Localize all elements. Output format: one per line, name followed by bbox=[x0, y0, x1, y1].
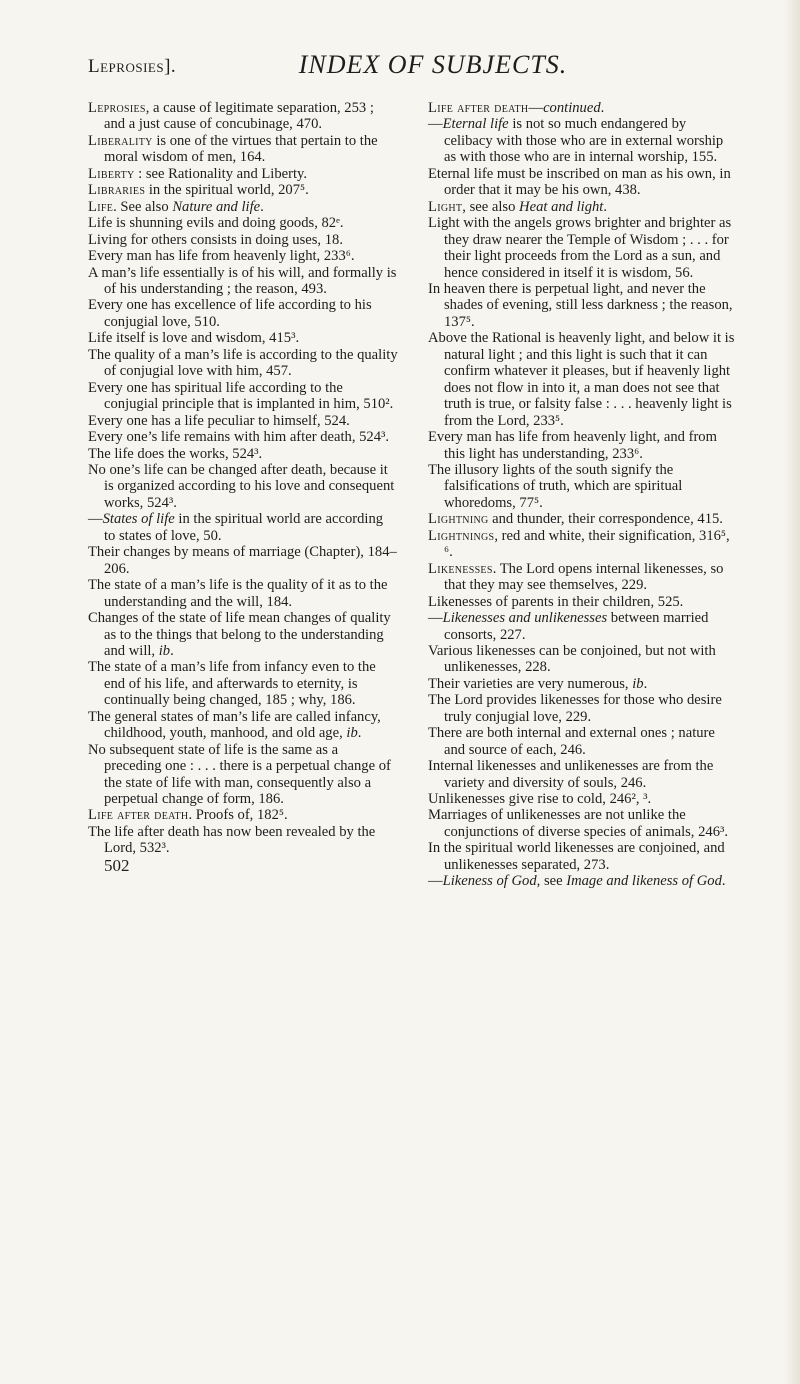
index-entry bbox=[428, 281, 738, 330]
entry-text: Unlikenesses give rise to cold, 246², ³. bbox=[428, 791, 652, 808]
entry-text: is not so much endangered by celibacy with those who are in external worship as with those who are in internal worship, 155. bbox=[444, 116, 724, 166]
index-entry-heading bbox=[88, 133, 398, 166]
index-entry bbox=[428, 462, 738, 511]
entry-text: Every one has a life peculiar to himself, 524. bbox=[88, 412, 350, 429]
entry-text: The life after death has now been revealed by the Lord, 532³. bbox=[88, 823, 376, 857]
index-entry bbox=[88, 446, 398, 462]
entry-text: Light with the angels grows brighter and brighter as they draw nearer the Temple of Wisdom ; . . . for their light proceeds from the Lord as a sun, and hence considered in itself it is wisdom, 56. bbox=[428, 215, 732, 281]
entry-italic: Likeness of God bbox=[442, 873, 537, 890]
index-entry bbox=[88, 742, 398, 808]
running-head-section: Leprosies]. bbox=[88, 56, 177, 77]
entry-dash: — bbox=[428, 873, 443, 890]
index-entry bbox=[88, 429, 398, 445]
entry-text: and thunder, their correspondence, 415. bbox=[488, 511, 723, 528]
entry-text: No one’s life can be changed after death, because it is organized according to his love and consequent works, 524³. bbox=[88, 461, 395, 511]
index-entry bbox=[88, 215, 398, 231]
index-entry bbox=[88, 265, 398, 298]
entry-tail: . bbox=[643, 675, 648, 692]
entry-dash: — bbox=[428, 610, 443, 627]
index-entry bbox=[428, 807, 738, 840]
index-entry-heading bbox=[88, 182, 398, 198]
index-entry bbox=[88, 413, 398, 429]
entry-text: There are both internal and external ones ; nature and source of each, 246. bbox=[428, 725, 715, 758]
index-entry bbox=[428, 429, 738, 462]
index-entry bbox=[428, 873, 738, 889]
index-entry bbox=[428, 215, 738, 281]
entry-italic: ib bbox=[346, 725, 358, 742]
entry-text: Their changes by means of marriage (Chapter), 184–206. bbox=[88, 544, 397, 577]
index-entry-heading bbox=[88, 166, 398, 182]
entry-text: In the spiritual world likenesses are conjoined, and unlikenesses separated, 273. bbox=[428, 840, 725, 873]
index-entry-heading bbox=[88, 100, 398, 133]
entry-italic: ib bbox=[158, 642, 171, 659]
entry-text: Life is shunning evils and doing goods, 82ᵉ. bbox=[88, 215, 344, 232]
running-head-title: INDEX OF SUBJECTS. bbox=[298, 50, 568, 79]
entry-text: . See also bbox=[113, 198, 173, 215]
entry-text: is one of the virtues that pertain to the moral wisdom of men, 164. bbox=[104, 132, 378, 166]
index-entry bbox=[428, 676, 738, 692]
index-entry bbox=[88, 330, 398, 346]
entry-text: : see Rationality and Liberty. bbox=[134, 165, 308, 182]
entry-italic: Image and likeness of God bbox=[566, 873, 722, 890]
index-entry bbox=[88, 544, 398, 577]
left-column bbox=[88, 100, 398, 875]
index-entry bbox=[88, 248, 398, 264]
entry-head: Liberty bbox=[88, 165, 135, 182]
entry-text: Internal likenesses and unlikenesses are from the variety and diversity of souls, 246. bbox=[428, 758, 714, 791]
entry-tail: . bbox=[357, 725, 362, 742]
index-entry bbox=[88, 577, 398, 610]
entry-head: Libraries bbox=[88, 182, 146, 199]
entry-tail: . bbox=[170, 642, 174, 659]
entry-italic: Eternal life bbox=[442, 116, 509, 133]
entry-text: The Lord provides likenesses for those who desire truly conjugial love, 229. bbox=[428, 692, 722, 725]
index-entry bbox=[88, 347, 398, 380]
index-entry bbox=[428, 840, 738, 873]
entry-dash: — bbox=[428, 116, 443, 133]
entry-text: Every one has excellence of life according to his conjugial love, 510. bbox=[88, 297, 372, 330]
entry-italic: States of life bbox=[102, 511, 175, 528]
index-entry-heading bbox=[428, 100, 738, 116]
entry-head: Lightnings bbox=[428, 527, 495, 544]
index-entry bbox=[428, 692, 738, 725]
index-entry bbox=[428, 330, 738, 429]
entry-text: Likenesses of parents in their children, 525. bbox=[428, 593, 684, 610]
entry-text: Every one’s life remains with him after death, 524³. bbox=[88, 429, 390, 446]
entry-text: Living for others consists in doing uses, 18. bbox=[88, 231, 343, 248]
entry-italic: Nature and life bbox=[172, 198, 261, 215]
entry-italic: Heat and light bbox=[519, 198, 604, 215]
entry-head: Liberality bbox=[88, 132, 153, 149]
entry-head: Leprosies bbox=[88, 100, 146, 116]
index-entry-heading bbox=[428, 511, 738, 527]
entry-text: . The Lord opens internal likenesses, so that they may see themselves, 229. bbox=[444, 560, 724, 594]
page-edge-shadow bbox=[784, 0, 800, 1384]
entry-text: The life does the works, 524³. bbox=[88, 445, 263, 462]
entry-text: Above the Rational is heavenly light, and below it is natural light ; and this light is such that it can confirm whatever it pleases, but if heavenly light does not flow in into it, a man does not see that truth is true, or falsity false : . . . heavenly light is from the Lord, 233⁵. bbox=[428, 330, 735, 429]
entry-head: Life after death bbox=[428, 100, 529, 116]
entry-tail: . bbox=[600, 100, 605, 116]
entry-italic: continued bbox=[543, 100, 601, 116]
entry-tail: . bbox=[603, 198, 608, 215]
entry-head: Light bbox=[428, 198, 463, 215]
index-entry-heading bbox=[88, 199, 398, 215]
entry-text: A man’s life essentially is of his will, and formally is of his understanding ; the reason, 493. bbox=[88, 264, 397, 297]
entry-text: between married consorts, 227. bbox=[444, 610, 709, 643]
index-entry-heading bbox=[428, 199, 738, 215]
right-column bbox=[428, 100, 738, 890]
entry-head: Life after death bbox=[88, 807, 189, 824]
index-entry-heading bbox=[88, 807, 398, 823]
entry-text: Every man has life from heavenly light, and from this light has understanding, 233⁶. bbox=[428, 429, 717, 462]
entry-italic: ib bbox=[632, 675, 644, 692]
index-entry bbox=[88, 610, 398, 659]
index-entry bbox=[428, 643, 738, 676]
index-entry bbox=[428, 791, 738, 807]
entry-italic: Likenesses and unlikenesses bbox=[442, 610, 608, 627]
index-entry bbox=[428, 758, 738, 791]
entry-text: In heaven there is perpetual light, and never the shades of evening, still less darkness ; the reason, 137⁵. bbox=[428, 280, 733, 330]
entry-text: in the spiritual world are according to states of love, 50. bbox=[104, 511, 384, 544]
page-number: 502 bbox=[104, 855, 130, 875]
index-entry bbox=[428, 116, 738, 165]
index-entry bbox=[88, 297, 398, 330]
entry-text: , see also bbox=[462, 198, 520, 215]
index-entry bbox=[428, 166, 738, 199]
entry-text: No subsequent state of life is the same as a preceding one : . . . there is a perpetual change of the state of life with man, consequently also a perpetual change of form, 186. bbox=[88, 741, 391, 808]
entry-text: , see bbox=[536, 873, 567, 890]
index-entry bbox=[428, 610, 738, 643]
entry-text: The state of a man’s life is the quality of it as to the understanding and the will, 184. bbox=[88, 577, 388, 610]
entry-text: The quality of a man’s life is according to the quality of conjugial love with him, 457. bbox=[88, 346, 398, 380]
entry-tail: . bbox=[260, 198, 264, 215]
entry-dash: — bbox=[88, 511, 103, 528]
index-entry bbox=[88, 462, 398, 511]
running-head bbox=[88, 50, 778, 84]
entry-text: Various likenesses can be conjoined, but not with unlikenesses, 228. bbox=[428, 642, 716, 676]
entry-text: Every man has life from heavenly light, 233⁶. bbox=[88, 248, 355, 265]
entry-text: — bbox=[528, 100, 544, 116]
entry-text: Marriages of unlikenesses are not unlike the conjunctions of diverse species of animals, 246³. bbox=[428, 807, 729, 840]
index-entry bbox=[88, 232, 398, 248]
entry-text: The state of a man’s life from infancy even to the end of his life, and afterwards to eternity, is continually being changed, 185 ; why, 186. bbox=[88, 659, 376, 709]
entry-text: , a cause of legitimate separation, 253 ; and a just cause of concubinage, 470. bbox=[104, 100, 374, 133]
index-entry bbox=[88, 709, 398, 742]
index-entry-heading bbox=[428, 561, 738, 594]
entry-text: in the spiritual world, 207⁵. bbox=[145, 182, 309, 199]
entry-head: Likenesses bbox=[428, 560, 493, 577]
index-entry bbox=[88, 824, 398, 857]
entry-text: Eternal life must be inscribed on man as his own, in order that it may be his own, 438. bbox=[428, 165, 731, 199]
index-entry bbox=[88, 659, 398, 708]
index-entry bbox=[88, 380, 398, 413]
index-entry bbox=[88, 511, 398, 544]
entry-head: Lightning bbox=[428, 511, 489, 528]
index-entry bbox=[428, 725, 738, 758]
index-entry-heading bbox=[428, 528, 738, 561]
index-entry bbox=[428, 594, 738, 610]
entry-text: Their varieties are very numerous, bbox=[428, 675, 633, 692]
entry-text: Every one has spiritual life according to the conjugial principle that is implanted in him, 510². bbox=[88, 379, 394, 413]
entry-head: Life bbox=[88, 198, 114, 215]
entry-text: Changes of the state of life mean changes of quality as to the things that belong to the understanding and will, bbox=[88, 610, 391, 659]
entry-text: The illusory lights of the south signify the falsifications of truth, which are spiritual whoredoms, 77⁵. bbox=[428, 461, 683, 511]
entry-text: The general states of man’s life are called infancy, childhood, youth, manhood, and old age, bbox=[88, 708, 381, 742]
entry-text: . Proofs of, 182⁵. bbox=[188, 807, 288, 824]
entry-text: , red and white, their signification, 316⁵, ⁶. bbox=[444, 527, 730, 561]
entry-text: Life itself is love and wisdom, 415³. bbox=[88, 330, 300, 347]
entry-tail: . bbox=[721, 873, 726, 890]
